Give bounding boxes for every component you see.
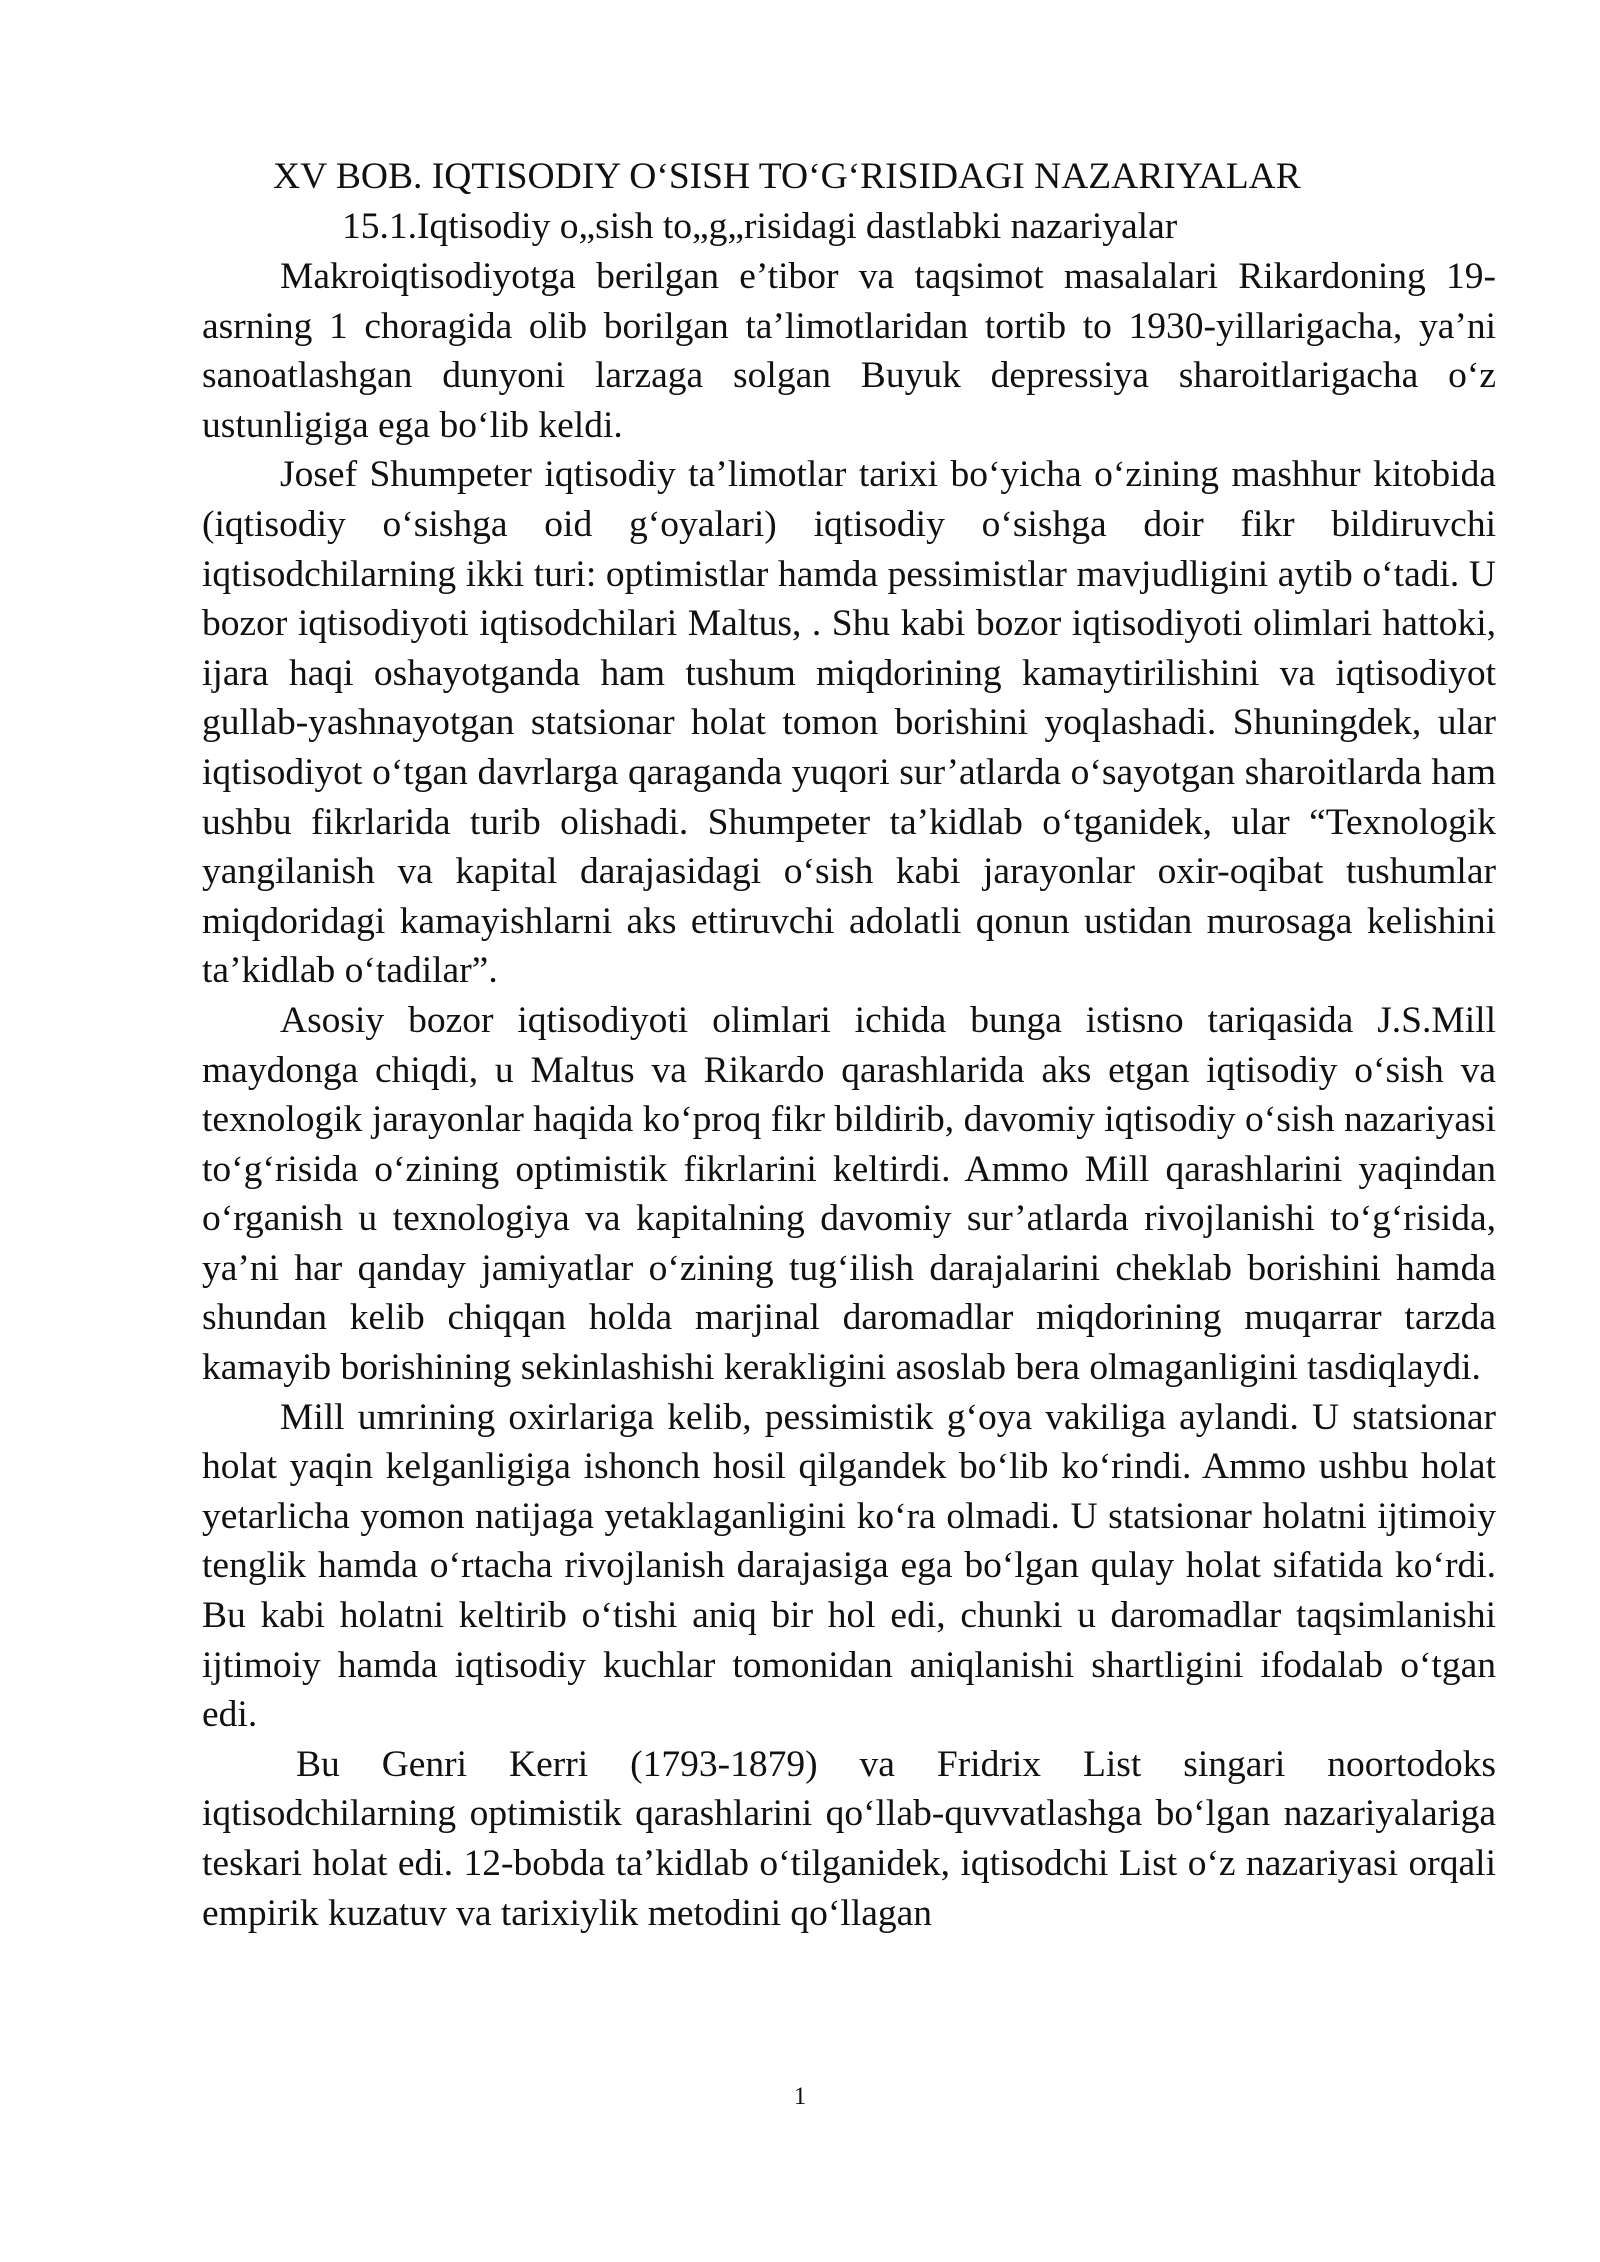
page-number: 1 xyxy=(793,2083,807,2110)
paragraph-shumpeter: Josef Shumpeter iqtisodiy ta’limotlar tarixi bo‘yicha o‘zining mashhur kitobida (iqtisodiy o‘sishga oid g‘oyalari) iqtisodiy o‘sishga doir fikr bildiruvchi iqtisodchilarning ikki turi: optimistlar hamda pessimistlar mavjudligini aytib o‘tadi. U bozor iqtisodiyoti iqtisodchilari Maltus, . Shu kabi bozor iqtisodiyoti olimlari hattoki, ijara haqi oshayotganda ham tushum miqdorining kamaytirilishini va iqtisodiyot gullab-yashnayotgan statsionar holat tomon borishini yoqlashadi. Shuningdek, ular iqtisodiyot o‘tgan davrlarga qaraganda yuqori sur’atlarda o‘sayotgan sharoitlarda ham ushbu fikrlarida turib olishadi. Shumpeter ta’kidlab o‘tganidek, ular “Texnologik yangilanish va kapital darajasidagi o‘sish kabi jarayonlar oxir-oqibat tushumlar miqdoridagi kamayishlarni aks ettiruvchi adolatli qonun ustidan murosaga kelishini ta’kidlab o‘tadilar”. xyxy=(202,454,1496,992)
paragraph-mill-pessimism: Mill umrining oxirlariga kelib, pessimistik g‘oya vakiliga aylandi. U statsionar holat yaqin kelganligiga ishonch hosil qilgandek bo‘lib ko‘rindi. Ammo ushbu holat yetarlicha yomon natijaga yetaklaganligini ko‘ra olmadi. U statsionar holatni ijtimoiy tenglik hamda o‘rtacha rivojlanish darajasiga ega bo‘lgan qulay holat sifatida ko‘rdi. Bu kabi holatni keltirib o‘tishi aniq bir hol edi, chunki u daromadlar taqsimlanishi ijtimoiy hamda iqtisodiy kuchlar tomonidan aniqlanishi shartligini ifodalab o‘tgan edi. xyxy=(202,1396,1496,1736)
paragraph-macroeconomics: Makroiqtisodiyotga berilgan e’tibor va taqsimot masalalari Rikardoning 19-asrning 1 choragida olib borilgan ta’limotlaridan tortib to 1930-yillarigacha, ya’ni sanoatlashgan dunyoni larzaga solgan Buyuk depressiya sharoitlarigacha o‘z ustunligiga ega bo‘lib keldi. xyxy=(202,256,1496,446)
page-content xyxy=(202,152,1496,1938)
chapter-title: XV BOB. IQTISODIY O‘SISH TO‘G‘RISIDAGI NAZARIYALAR xyxy=(273,156,1301,197)
section-title: 15.1.Iqtisodiy o„sish to„g„risidagi dastlabki nazariyalar xyxy=(342,206,1178,247)
paragraph-mill-exception: Asosiy bozor iqtisodiyoti olimlari ichida bunga istisno tariqasida J.S.Mill maydonga chiqdi, u Maltus va Rikardo qarashlarida aks etgan iqtisodiy o‘sish va texnologik jarayonlar haqida ko‘proq fikr bildirib, davomiy iqtisodiy o‘sish nazariyasi to‘g‘risida o‘zining optimistik fikrlarini keltirdi. Ammo Mill qarashlarini yaqindan o‘rganish u texnologiya va kapitalning davomiy sur’atlarda rivojlanishi to‘g‘risida, ya’ni har qanday jamiyatlar o‘zining tug‘ilish darajalarini cheklab borishini hamda shundan kelib chiqqan holda marjinal daromadlar miqdorining muqarrar tarzda kamayib borishining sekinlashishi kerakligini asoslab bera olmaganligini tasdiqlaydi. xyxy=(202,999,1496,1389)
paragraph-kerri-list: Bu Genri Kerri (1793-1879) va Fridrix List singari noortodoks iqtisodchilarning optimistik qarashlarini qo‘llab-quvvatlashga bo‘lgan nazariyalariga teskari holat edi. 12-bobda ta’kidlab o‘tilganidek, iqtisodchi List o‘z nazariyasi orqali empirik kuzatuv va tarixiylik metodini qo‘llagan xyxy=(202,1743,1496,1934)
